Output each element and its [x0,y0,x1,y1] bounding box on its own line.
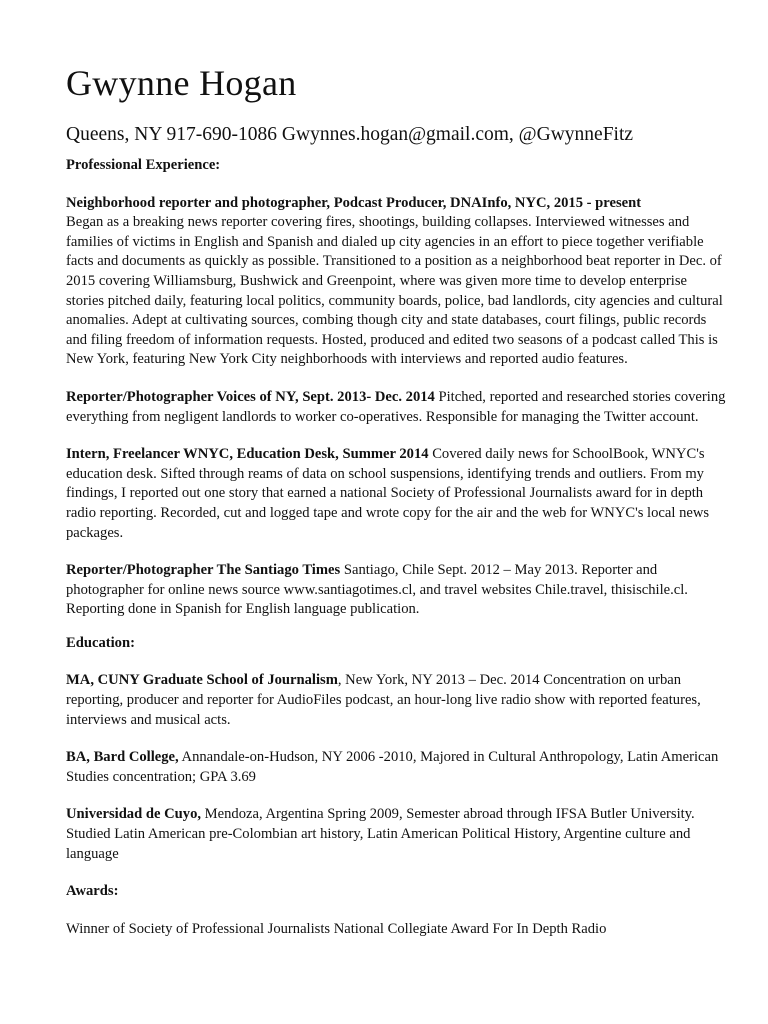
experience-description: Covered daily news for SchoolBook, WNYC's education desk. Sifted through reams of data on school suspensions, identifying trends and outliers. From my findings, I reported out one story that earned a national Society of Professional Journalists award for in depth radio reporting. Recorded, cut and logged tape and wrote copy for the air and the web for WNYC's local news packages. [66,446,710,541]
resume-body [66,156,726,939]
education-heading-text: Education: [66,634,135,651]
education-heading [66,634,726,654]
experience-description: Began as a breaking news reporter covering fires, shootings, building collapses. Interviewed witnesses and families of victims in English and Spanish and dialed up city agencies in an effort to piece together verifiable facts and documents as quickly as possible. Transitioned to a position as a neighborhood beat reporter in Dec. of 2015 covering Williamsburg, Bushwick and Greenpoint, where was given more time to develop enterprise stories pitched daily, featuring local politics, community boards, police, bad landlords, city agencies and cultural anomalies. Adept at cultivating sources, combing though city and state databases, court filings, public records and filing freedom of information requests. Hosted, produced and edited two seasons of a podcast called This is New York, featuring New York City neighborhoods with interviews and reported audio features. [66,214,723,368]
experience-description: Santiago, Chile Sept. 2012 – May 2013. Reporter and photographer for online news source www.santiagotimes.cl, and travel websites Chile.travel, thisischile.cl. Reporting done in Spanish for English language publication. [66,562,688,618]
education-title: BA, Bard College, [66,749,179,766]
education-entry-cuny [66,671,726,730]
experience-title: Reporter/Photographer The Santiago Times [66,562,341,579]
award-entry: Winner of Society of Professional Journalists National Collegiate Award For In Depth Radio [66,920,607,937]
experience-entry-dnainfo [66,194,726,370]
education-title: Universidad de Cuyo, [66,806,202,823]
experience-entry-santiago-times [66,561,726,620]
education-description: Mendoza, Argentina Spring 2009, Semester abroad through IFSA Butler University. Studied Latin American pre-Colombian art history, Latin American Political History, Argentine culture and language [66,806,695,862]
education-entry-bard [66,748,726,787]
contact-line: Queens, NY 917-690-1086 Gwynnes.hogan@gmail.com, @GwynneFitz [66,124,634,145]
experience-title: Reporter/Photographer Voices of NY, Sept. 2013- Dec. 2014 [66,388,435,405]
experience-description: Pitched, reported and researched stories covering everything from negligent landlords to worker co-operatives. Responsible for managing the Twitter account. [66,388,726,425]
education-entry-cuyo [66,805,726,864]
candidate-name: Gwynne Hogan [66,63,297,103]
education-description: Annandale-on-Hudson, NY 2006 -2010, Majored in Cultural Anthropology, Latin American Studies concentration; GPA 3.69 [66,749,719,785]
education-description: , New York, NY 2013 – Dec. 2014 Concentration on urban reporting, producer and reporter for AudioFiles podcast, an hour-long live radio show with reported features, interviews and musical acts. [66,672,701,728]
experience-entry-wnyc [66,445,726,543]
education-title: MA, CUNY Graduate School of Journalism [66,672,338,689]
awards-heading: Awards: [66,883,119,900]
experience-entry-voices-of-ny [66,388,726,427]
experience-title: Neighborhood reporter and photographer, Podcast Producer, DNAInfo, NYC, 2015 - present [66,194,642,211]
experience-title: Intern, Freelancer WNYC, Education Desk, Summer 2014 [66,446,429,463]
experience-heading: Professional Experience: [66,157,221,173]
